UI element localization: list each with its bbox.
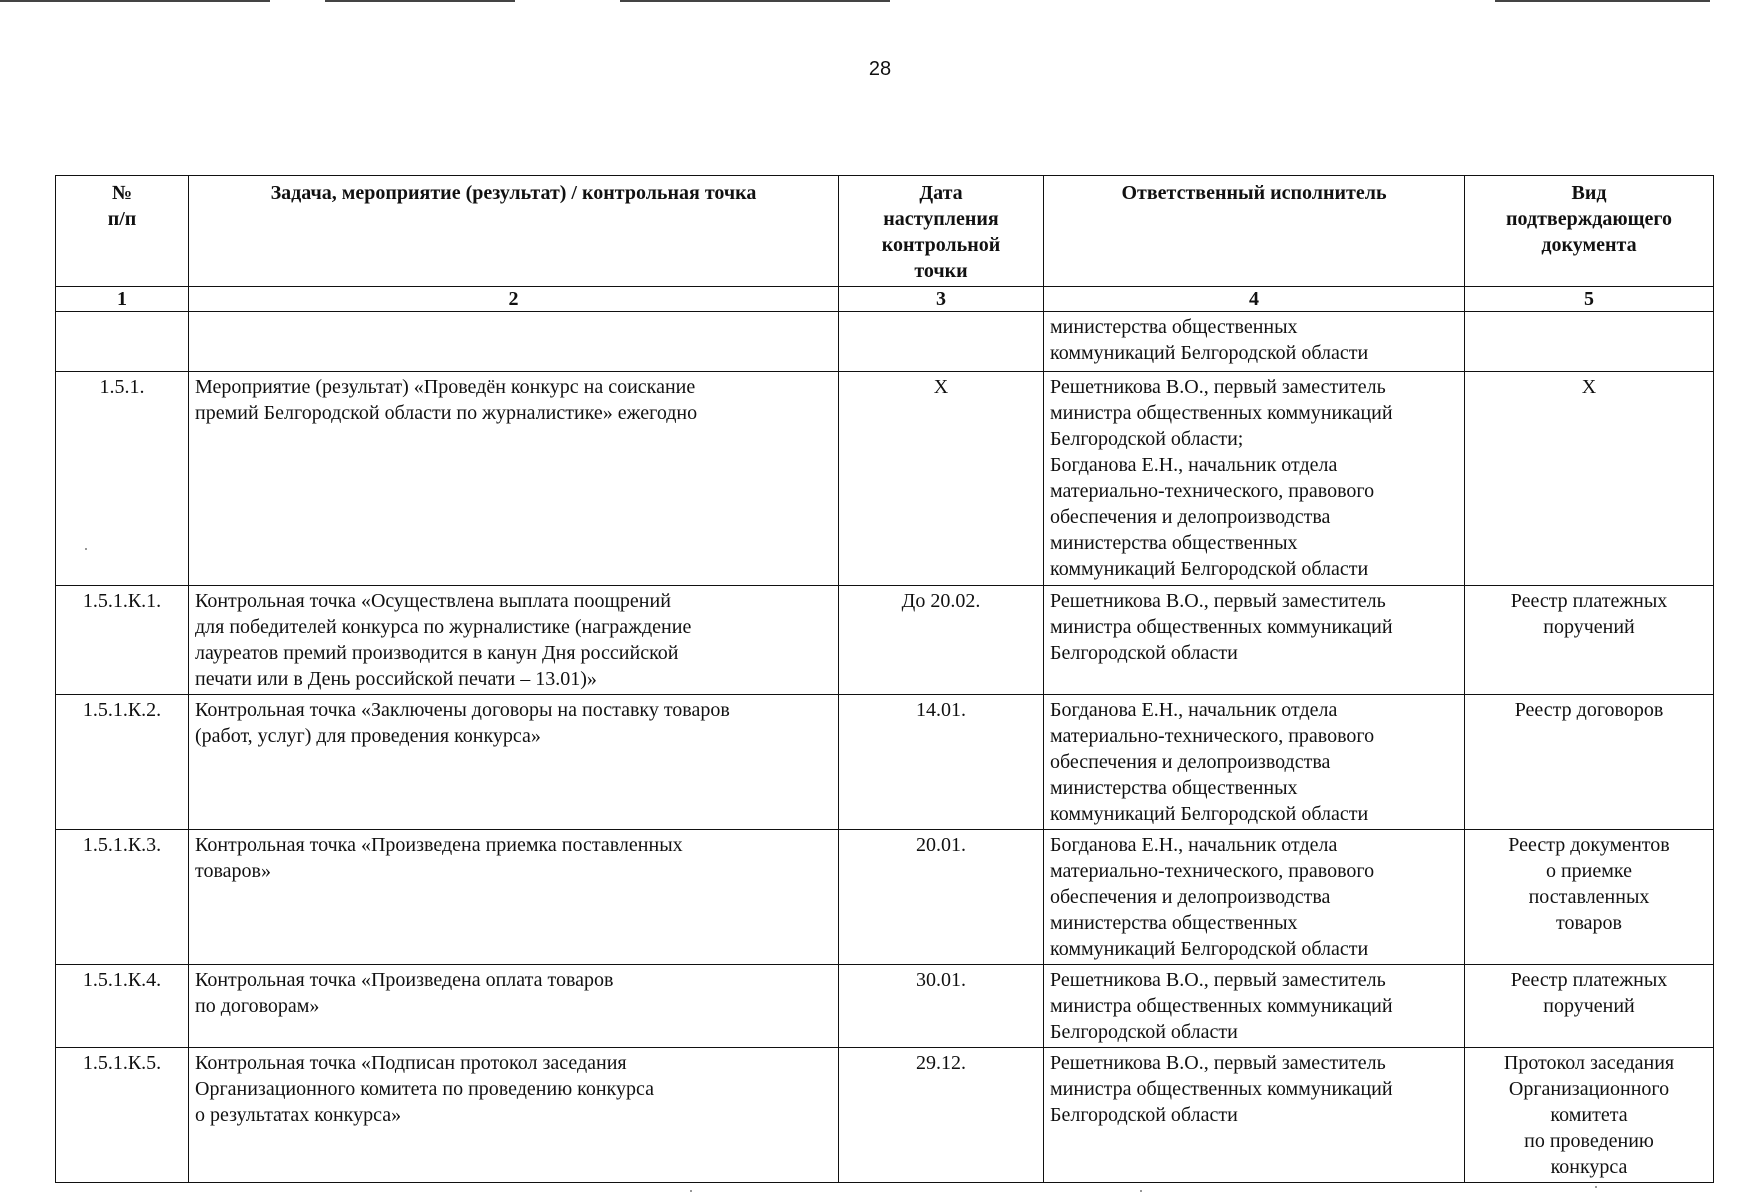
row-date: 30.01. [839, 965, 1044, 1048]
table-row [56, 1048, 1714, 1183]
column-number: 5 [1465, 287, 1714, 312]
row-executor: Решетникова В.О., первый заместитель министра общественных коммуникаций Белгородской области [1044, 586, 1465, 695]
scan-artifact-line [620, 0, 890, 2]
row-doc-type: X [1465, 372, 1714, 586]
row-task: Мероприятие (результат) «Проведён конкурс на соискание премий Белгородской области по журналистике» ежегодно [189, 372, 839, 586]
row-date: 29.12. [839, 1048, 1044, 1183]
row-date [839, 312, 1044, 372]
row-date: X [839, 372, 1044, 586]
row-doc-type [1465, 312, 1714, 372]
table-row [56, 830, 1714, 965]
header-date: Дата наступления контрольной точки [839, 176, 1044, 287]
row-number: 1.5.1.К.1. [56, 586, 189, 695]
row-executor: Решетникова В.О., первый заместитель министра общественных коммуникаций Белгородской области; Богданова Е.Н., начальник отдела материально-технического, правового обеспечения и делопроизводства министерства общественных коммуникаций Белгородской области [1044, 372, 1465, 586]
scan-speck [690, 1190, 692, 1192]
row-date: До 20.02. [839, 586, 1044, 695]
row-date: 14.01. [839, 695, 1044, 830]
header-doc-type: Вид подтверждающего документа [1465, 176, 1714, 287]
row-number: 1.5.1.К.5. [56, 1048, 189, 1183]
row-number: 1.5.1. [56, 372, 189, 586]
row-doc-type: Реестр платежных поручений [1465, 586, 1714, 695]
scan-artifact-line [325, 0, 515, 2]
table-row [56, 372, 1714, 586]
row-executor: Богданова Е.Н., начальник отдела материально-технического, правового обеспечения и делопроизводства министерства общественных коммуникаций Белгородской области [1044, 830, 1465, 965]
header-num: № п/п [56, 176, 189, 287]
row-doc-type: Реестр договоров [1465, 695, 1714, 830]
row-doc-type: Реестр документов о приемке поставленных товаров [1465, 830, 1714, 965]
row-task: Контрольная точка «Произведена приемка поставленных товаров» [189, 830, 839, 965]
row-executor: Решетникова В.О., первый заместитель министра общественных коммуникаций Белгородской области [1044, 965, 1465, 1048]
row-task: Контрольная точка «Подписан протокол заседания Организационного комитета по проведению конкурса о результатах конкурса» [189, 1048, 839, 1183]
scan-speck [85, 548, 87, 550]
table-header-row [56, 176, 1714, 287]
row-date: 20.01. [839, 830, 1044, 965]
column-number: 2 [189, 287, 839, 312]
row-number: 1.5.1.К.2. [56, 695, 189, 830]
scan-speck [1595, 1186, 1597, 1188]
header-task: Задача, мероприятие (результат) / контрольная точка [189, 176, 839, 287]
header-executor: Ответственный исполнитель [1044, 176, 1465, 287]
row-task [189, 312, 839, 372]
scan-speck [1140, 1190, 1142, 1192]
row-doc-type: Протокол заседания Организационного комитета по проведению конкурса [1465, 1048, 1714, 1183]
row-doc-type: Реестр платежных поручений [1465, 965, 1714, 1048]
table-row [56, 586, 1714, 695]
row-executor: Решетникова В.О., первый заместитель министра общественных коммуникаций Белгородской области [1044, 1048, 1465, 1183]
row-task: Контрольная точка «Заключены договоры на поставку товаров (работ, услуг) для проведения конкурса» [189, 695, 839, 830]
control-points-table [55, 175, 1714, 1183]
column-number: 4 [1044, 287, 1465, 312]
column-number: 1 [56, 287, 189, 312]
row-number: 1.5.1.К.3. [56, 830, 189, 965]
row-number: 1.5.1.К.4. [56, 965, 189, 1048]
table-row [56, 312, 1714, 372]
row-task: Контрольная точка «Осуществлена выплата поощрений для победителей конкурса по журналистике (награждение лауреатов премий производится в канун Дня российской печати или в День российской печати – 13.01)» [189, 586, 839, 695]
table-row [56, 965, 1714, 1048]
row-executor: министерства общественных коммуникаций Белгородской области [1044, 312, 1465, 372]
column-number: 3 [839, 287, 1044, 312]
column-numbers-row [56, 287, 1714, 312]
page-number: 28 [868, 58, 892, 80]
scan-artifact-line [1495, 0, 1710, 2]
scan-artifact-line [0, 0, 270, 2]
table-row [56, 695, 1714, 830]
row-executor: Богданова Е.Н., начальник отдела материально-технического, правового обеспечения и делопроизводства министерства общественных коммуникаций Белгородской области [1044, 695, 1465, 830]
row-task: Контрольная точка «Произведена оплата товаров по договорам» [189, 965, 839, 1048]
row-number [56, 312, 189, 372]
